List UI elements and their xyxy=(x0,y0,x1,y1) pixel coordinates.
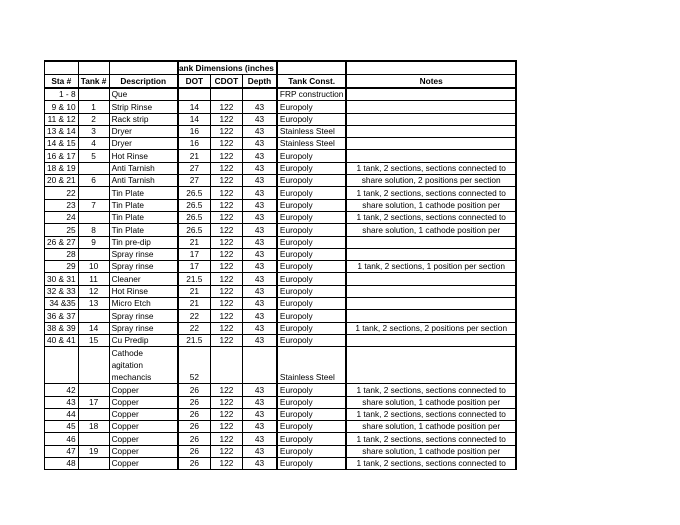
row-description: Tin Plate xyxy=(109,224,178,236)
row-sta: 25 xyxy=(45,224,79,236)
row-sta: 16 & 17 xyxy=(45,150,79,162)
table-row xyxy=(45,396,517,408)
row-description: Copper xyxy=(109,433,178,445)
row-depth: 43 xyxy=(243,113,277,125)
table-row xyxy=(45,408,517,420)
row-notes: share solution, 1 cathode position per xyxy=(346,396,516,408)
header-blank xyxy=(346,61,516,75)
row-tank: 9 xyxy=(78,236,109,248)
row-tank-const: Europoly xyxy=(277,224,346,236)
row-tank: 8 xyxy=(78,224,109,236)
empty-cell xyxy=(346,347,516,384)
row-tank-const: Europoly xyxy=(277,408,346,420)
table-row xyxy=(45,433,517,445)
row-tank-const: Europoly xyxy=(277,248,346,260)
row-notes: share solution, 1 cathode position per xyxy=(346,224,516,236)
row-description: Tin Plate xyxy=(109,211,178,223)
header-blank xyxy=(45,61,79,75)
table-row xyxy=(45,347,517,384)
row-tank-const: Europoly xyxy=(277,445,346,457)
row-description: Hot Rinse xyxy=(109,150,178,162)
row-notes xyxy=(346,310,516,322)
row-sta: 18 & 19 xyxy=(45,162,79,174)
row-tank: 13 xyxy=(78,298,109,310)
row-dot xyxy=(178,88,210,101)
row-notes xyxy=(346,236,516,248)
row-description: Copper xyxy=(109,396,178,408)
row-depth: 43 xyxy=(243,162,277,174)
row-tank-const: Europoly xyxy=(277,175,346,187)
row-notes: 1 tank, 2 sections, 1 position per section xyxy=(346,261,516,273)
row-depth: 43 xyxy=(243,334,277,346)
row-dot: 26.5 xyxy=(178,211,210,223)
row-sta: 29 xyxy=(45,261,79,273)
row-cdot: 122 xyxy=(210,261,242,273)
row-depth: 43 xyxy=(243,125,277,137)
row-dot: 26 xyxy=(178,433,210,445)
row-tank xyxy=(78,458,109,470)
row-notes: 1 tank, 2 sections, sections connected to xyxy=(346,433,516,445)
row-tank: 19 xyxy=(78,445,109,457)
row-tank: 3 xyxy=(78,125,109,137)
row-tank: 17 xyxy=(78,396,109,408)
row-cdot: 122 xyxy=(210,384,242,396)
row-description: Dryer xyxy=(109,138,178,150)
row-dot: 26 xyxy=(178,408,210,420)
row-tank-const: Europoly xyxy=(277,162,346,174)
row-sta: 24 xyxy=(45,211,79,223)
table-row xyxy=(45,224,517,236)
header-depth: Depth xyxy=(243,75,277,89)
row-tank-const: Europoly xyxy=(277,458,346,470)
row-depth: 43 xyxy=(243,261,277,273)
row-notes: 1 tank, 2 sections, sections connected to xyxy=(346,187,516,199)
row-description: Copper xyxy=(109,408,178,420)
row-description: Tin pre-dip xyxy=(109,236,178,248)
row-cdot: 122 xyxy=(210,162,242,174)
row-tank-const: Europoly xyxy=(277,101,346,113)
row-tank xyxy=(78,433,109,445)
row-dot: 21 xyxy=(178,150,210,162)
row-cdot xyxy=(210,88,242,101)
row-depth: 43 xyxy=(243,310,277,322)
row-dot: 17 xyxy=(178,261,210,273)
header-dot: DOT xyxy=(178,75,210,89)
empty-cell xyxy=(45,347,79,384)
table-row xyxy=(45,261,517,273)
row-tank-const: Europoly xyxy=(277,199,346,211)
table-row xyxy=(45,125,517,137)
row-description: Spray rinse xyxy=(109,310,178,322)
row-tank: 4 xyxy=(78,138,109,150)
row-description: Cleaner xyxy=(109,273,178,285)
row-dot: 21 xyxy=(178,285,210,297)
row-cdot: 122 xyxy=(210,224,242,236)
table-row xyxy=(45,298,517,310)
row-description: Hot Rinse xyxy=(109,285,178,297)
row-depth: 43 xyxy=(243,433,277,445)
row-notes: 1 tank, 2 sections, sections connected to xyxy=(346,408,516,420)
row-tank xyxy=(78,310,109,322)
table-row xyxy=(45,199,517,211)
row-tank: 1 xyxy=(78,101,109,113)
row-cdot: 122 xyxy=(210,310,242,322)
row-description: Spray rinse xyxy=(109,322,178,334)
row-description: Micro Etch xyxy=(109,298,178,310)
row-dot: 21 xyxy=(178,236,210,248)
row-cdot: 122 xyxy=(210,236,242,248)
row-tank-const: Europoly xyxy=(277,433,346,445)
row-dot: 26 xyxy=(178,458,210,470)
table-row xyxy=(45,150,517,162)
row-tank: 5 xyxy=(78,150,109,162)
tank-table xyxy=(44,60,517,470)
row-sta: 28 xyxy=(45,248,79,260)
table-row xyxy=(45,162,517,174)
row-tank: 14 xyxy=(78,322,109,334)
row-tank xyxy=(78,384,109,396)
row-depth: 43 xyxy=(243,445,277,457)
row-dot: 26.5 xyxy=(178,199,210,211)
row-cdot: 122 xyxy=(210,458,242,470)
row-depth: 43 xyxy=(243,273,277,285)
row-notes xyxy=(346,101,516,113)
row-tank-const: Europoly xyxy=(277,236,346,248)
table-row xyxy=(45,101,517,113)
row-sta: 9 & 10 xyxy=(45,101,79,113)
header-tank-const: Tank Const. xyxy=(277,75,346,89)
table-row xyxy=(45,384,517,396)
row-tank-const: Europoly xyxy=(277,273,346,285)
row-cdot: 122 xyxy=(210,113,242,125)
row-sta: 46 xyxy=(45,433,79,445)
row-sta: 1 - 8 xyxy=(45,88,79,101)
row-sta: 20 & 21 xyxy=(45,175,79,187)
row-sta: 22 xyxy=(45,187,79,199)
header-description: Description xyxy=(109,75,178,89)
row-description: Anti Tarnish xyxy=(109,175,178,187)
row-dot: 26 xyxy=(178,421,210,433)
row-tank-const: Europoly xyxy=(277,261,346,273)
row-cdot: 122 xyxy=(210,298,242,310)
row-sta: 14 & 15 xyxy=(45,138,79,150)
header-blank xyxy=(277,61,346,75)
row-notes xyxy=(346,298,516,310)
row-description: Anti Tarnish xyxy=(109,162,178,174)
table-row xyxy=(45,322,517,334)
row-cdot: 122 xyxy=(210,125,242,137)
row-depth xyxy=(243,88,277,101)
row-notes: 1 tank, 2 sections, sections connected to xyxy=(346,458,516,470)
row-notes xyxy=(346,285,516,297)
row-sta: 40 & 41 xyxy=(45,334,79,346)
row-sta: 42 xyxy=(45,384,79,396)
row-dot: 14 xyxy=(178,101,210,113)
row-tank xyxy=(78,408,109,420)
table-row xyxy=(45,285,517,297)
header-tank: Tank # xyxy=(78,75,109,89)
row-tank: 7 xyxy=(78,199,109,211)
row-sta: 11 & 12 xyxy=(45,113,79,125)
row-notes xyxy=(346,273,516,285)
row-cdot: 122 xyxy=(210,396,242,408)
row-sta: 30 & 31 xyxy=(45,273,79,285)
row-sta: 45 xyxy=(45,421,79,433)
row-tank-const: Europoly xyxy=(277,334,346,346)
spreadsheet xyxy=(44,60,517,472)
row-dot: 16 xyxy=(178,125,210,137)
row-tank: 12 xyxy=(78,285,109,297)
row-description: Tin Plate xyxy=(109,199,178,211)
table-row xyxy=(45,445,517,457)
row-dot: 27 xyxy=(178,162,210,174)
row-description: Copper xyxy=(109,445,178,457)
row-tank xyxy=(78,211,109,223)
row-notes: share solution, 2 positions per section xyxy=(346,175,516,187)
description-line: mechancis xyxy=(111,372,152,383)
row-tank xyxy=(78,162,109,174)
row-dot: 21.5 xyxy=(178,273,210,285)
row-notes xyxy=(346,88,516,101)
row-cdot: 122 xyxy=(210,334,242,346)
row-tank: 2 xyxy=(78,113,109,125)
row-notes: share solution, 1 cathode position per xyxy=(346,445,516,457)
row-depth: 43 xyxy=(243,408,277,420)
description-line: Cathode xyxy=(111,348,143,359)
row-dot: 14 xyxy=(178,113,210,125)
row-cdot: 122 xyxy=(210,445,242,457)
row-cdot: 122 xyxy=(210,408,242,420)
header-row-1 xyxy=(45,61,517,75)
row-tank xyxy=(78,88,109,101)
row-depth: 43 xyxy=(243,236,277,248)
table-row xyxy=(45,458,517,470)
row-cdot: 122 xyxy=(210,248,242,260)
table-row xyxy=(45,138,517,150)
row-cdot: 122 xyxy=(210,285,242,297)
table-row xyxy=(45,334,517,346)
row-description: Cu Predip xyxy=(109,334,178,346)
table-row xyxy=(45,187,517,199)
row-cdot: 122 xyxy=(210,187,242,199)
row-depth: 43 xyxy=(243,285,277,297)
row-sta: 48 xyxy=(45,458,79,470)
row-dot: 52 xyxy=(178,347,210,384)
row-tank-const: Europoly xyxy=(277,421,346,433)
row-depth: 43 xyxy=(243,101,277,113)
row-dot: 21 xyxy=(178,298,210,310)
row-description: Tin Plate xyxy=(109,187,178,199)
header-blank xyxy=(78,61,109,75)
row-notes: 1 tank, 2 sections, sections connected to xyxy=(346,211,516,223)
row-dot: 22 xyxy=(178,322,210,334)
row-depth: 43 xyxy=(243,138,277,150)
row-cdot: 122 xyxy=(210,433,242,445)
row-sta: 26 & 27 xyxy=(45,236,79,248)
row-tank-const: Europoly xyxy=(277,384,346,396)
row-depth: 43 xyxy=(243,248,277,260)
row-depth: 43 xyxy=(243,187,277,199)
row-tank: 6 xyxy=(78,175,109,187)
empty-cell xyxy=(243,347,277,384)
row-tank-const: Stainless Steel xyxy=(277,347,346,384)
row-tank-const: Stainless Steel xyxy=(277,125,346,137)
header-tank-dimensions: ank Dimensions (inches xyxy=(178,61,277,75)
row-notes xyxy=(346,125,516,137)
row-tank: 15 xyxy=(78,334,109,346)
table-row xyxy=(45,248,517,260)
row-sta: 32 & 33 xyxy=(45,285,79,297)
row-depth: 43 xyxy=(243,458,277,470)
header-row-2 xyxy=(45,75,517,89)
row-dot: 21.5 xyxy=(178,334,210,346)
row-tank-const: Europoly xyxy=(277,285,346,297)
row-tank: 11 xyxy=(78,273,109,285)
row-cdot: 122 xyxy=(210,322,242,334)
row-sta: 38 & 39 xyxy=(45,322,79,334)
row-notes: 1 tank, 2 sections, sections connected to xyxy=(346,162,516,174)
header-notes: Notes xyxy=(346,75,516,89)
row-depth: 43 xyxy=(243,322,277,334)
row-sta: 44 xyxy=(45,408,79,420)
row-tank-const: Europoly xyxy=(277,211,346,223)
row-description: Strip Rinse xyxy=(109,101,178,113)
header-blank xyxy=(109,61,178,75)
table-row xyxy=(45,211,517,223)
row-description: Copper xyxy=(109,384,178,396)
row-tank-const: Europoly xyxy=(277,322,346,334)
header-cdot: CDOT xyxy=(210,75,242,89)
row-cdot: 122 xyxy=(210,150,242,162)
row-depth: 43 xyxy=(243,211,277,223)
table-row xyxy=(45,310,517,322)
row-tank xyxy=(78,248,109,260)
row-notes: share solution, 1 cathode position per xyxy=(346,421,516,433)
empty-cell xyxy=(78,347,109,384)
row-depth: 43 xyxy=(243,421,277,433)
row-cdot: 122 xyxy=(210,199,242,211)
row-notes xyxy=(346,248,516,260)
row-notes xyxy=(346,334,516,346)
row-notes: 1 tank, 2 sections, sections connected to xyxy=(346,384,516,396)
row-sta: 23 xyxy=(45,199,79,211)
row-dot: 16 xyxy=(178,138,210,150)
row-dot: 17 xyxy=(178,248,210,260)
row-tank-const: Europoly xyxy=(277,298,346,310)
row-depth: 43 xyxy=(243,396,277,408)
row-notes: share solution, 1 cathode position per xyxy=(346,199,516,211)
row-tank-const: Europoly xyxy=(277,396,346,408)
header-sta: Sta # xyxy=(45,75,79,89)
row-dot: 26 xyxy=(178,384,210,396)
row-tank: 10 xyxy=(78,261,109,273)
row-tank-const: Europoly xyxy=(277,113,346,125)
row-description: Spray rinse xyxy=(109,248,178,260)
row-description: Rack strip xyxy=(109,113,178,125)
row-depth: 43 xyxy=(243,199,277,211)
row-tank-const: Europoly xyxy=(277,150,346,162)
row-sta: 47 xyxy=(45,445,79,457)
description-line: agitation xyxy=(111,360,143,371)
row-tank xyxy=(78,187,109,199)
row-sta: 43 xyxy=(45,396,79,408)
table-row xyxy=(45,273,517,285)
row-notes: 1 tank, 2 sections, 2 positions per section xyxy=(346,322,516,334)
row-cdot: 122 xyxy=(210,211,242,223)
row-depth: 43 xyxy=(243,384,277,396)
table-row xyxy=(45,113,517,125)
row-cdot: 122 xyxy=(210,101,242,113)
row-dot: 26 xyxy=(178,445,210,457)
table-row xyxy=(45,421,517,433)
row-description: Copper xyxy=(109,421,178,433)
row-depth: 43 xyxy=(243,298,277,310)
row-description xyxy=(109,347,178,384)
table-row xyxy=(45,236,517,248)
row-dot: 27 xyxy=(178,175,210,187)
table-row xyxy=(45,88,517,101)
row-tank-const: Europoly xyxy=(277,187,346,199)
table-row xyxy=(45,175,517,187)
empty-cell xyxy=(210,347,242,384)
row-notes xyxy=(346,150,516,162)
row-description: Que xyxy=(109,88,178,101)
row-dot: 26 xyxy=(178,396,210,408)
row-depth: 43 xyxy=(243,150,277,162)
row-tank-const: Stainless Steel xyxy=(277,138,346,150)
row-dot: 26.5 xyxy=(178,224,210,236)
row-depth: 43 xyxy=(243,175,277,187)
row-dot: 22 xyxy=(178,310,210,322)
row-notes xyxy=(346,113,516,125)
row-sta: 34 &35 xyxy=(45,298,79,310)
row-cdot: 122 xyxy=(210,273,242,285)
row-tank-const: Europoly xyxy=(277,310,346,322)
row-description: Dryer xyxy=(109,125,178,137)
row-tank: 18 xyxy=(78,421,109,433)
row-description: Spray rinse xyxy=(109,261,178,273)
row-cdot: 122 xyxy=(210,138,242,150)
row-notes xyxy=(346,138,516,150)
row-cdot: 122 xyxy=(210,175,242,187)
row-tank-const: FRP construction xyxy=(277,88,346,101)
row-sta: 13 & 14 xyxy=(45,125,79,137)
row-dot: 26.5 xyxy=(178,187,210,199)
row-description: Copper xyxy=(109,458,178,470)
row-cdot: 122 xyxy=(210,421,242,433)
row-sta: 36 & 37 xyxy=(45,310,79,322)
row-depth: 43 xyxy=(243,224,277,236)
